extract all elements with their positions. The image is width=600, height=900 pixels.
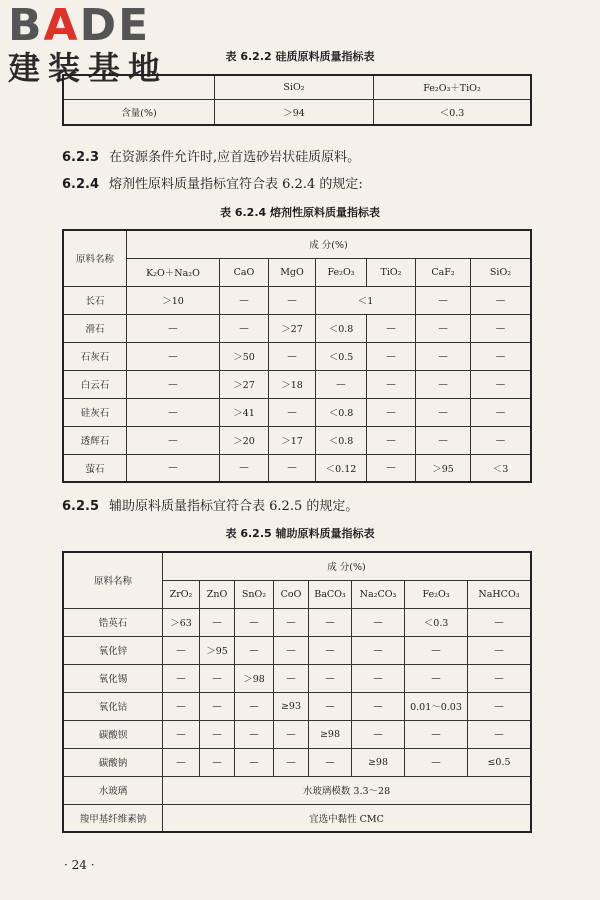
table-625-cell: — bbox=[163, 636, 200, 664]
table-625-cell: ≥93 bbox=[274, 692, 309, 720]
table-624-col-header: SiO₂ bbox=[471, 258, 532, 286]
table-622-cell: ＜0.3 bbox=[374, 99, 532, 125]
table-624-cell: — bbox=[127, 454, 220, 482]
table-622-row-label: 含量(%) bbox=[63, 99, 215, 125]
table-624-cell: — bbox=[127, 398, 220, 426]
table-625-cell: — bbox=[309, 608, 352, 636]
table-624-cell: — bbox=[416, 286, 471, 314]
table-625-cell: — bbox=[200, 692, 235, 720]
paragraph-624: 6.2.4 熔剂性原料质量指标宜符合表 6.2.4 的规定: bbox=[62, 177, 363, 192]
table-row bbox=[63, 398, 531, 426]
table-624-cell: — bbox=[367, 342, 416, 370]
table-622-header-cell: SiO₂ bbox=[215, 75, 374, 99]
table-624-cell: ＜0.12 bbox=[316, 454, 367, 482]
table-625-col-header: ZnO bbox=[200, 580, 235, 608]
logo-subtitle: 建装基地 bbox=[8, 49, 169, 87]
table-622 bbox=[62, 74, 532, 126]
table-625-col-header: NaHCO₃ bbox=[468, 580, 532, 608]
table-row bbox=[63, 720, 531, 748]
table-624-cell: — bbox=[269, 342, 316, 370]
table-625-cell: — bbox=[309, 636, 352, 664]
table-625-row-name: 锆英石 bbox=[63, 608, 163, 636]
table-625-cell: ＞63 bbox=[163, 608, 200, 636]
table-row bbox=[63, 776, 531, 804]
table-row bbox=[63, 636, 531, 664]
table-624-cell: — bbox=[220, 286, 269, 314]
table-625-cell: — bbox=[235, 636, 274, 664]
table-row bbox=[63, 804, 531, 832]
table-625-row-name: 羧甲基纤维素钠 bbox=[63, 804, 163, 832]
table-624-row-name: 萤石 bbox=[63, 454, 127, 482]
table-624-row-name: 石灰石 bbox=[63, 342, 127, 370]
table-624-cell: — bbox=[220, 314, 269, 342]
table-624-row-name: 滑石 bbox=[63, 314, 127, 342]
table-624-cell: — bbox=[127, 342, 220, 370]
table-624-cell: — bbox=[367, 426, 416, 454]
table-625-cell: — bbox=[235, 748, 274, 776]
table-624-caption: 表 6.2.4 熔剂性原料质量指标表 bbox=[220, 206, 380, 219]
table-625-col-header: CoO bbox=[274, 580, 309, 608]
table-624-cell: ＞95 bbox=[416, 454, 471, 482]
table-624-row-name: 硅灰石 bbox=[63, 398, 127, 426]
table-622-header-cell bbox=[63, 75, 215, 99]
table-622-caption: 表 6.2.2 硅质原料质量指标表 bbox=[225, 50, 375, 63]
table-624-cell: — bbox=[471, 370, 532, 398]
table-624-cell: — bbox=[367, 454, 416, 482]
table-624-cell: — bbox=[127, 314, 220, 342]
table-row bbox=[63, 748, 531, 776]
table-625-cell: ≥98 bbox=[309, 720, 352, 748]
table-625-cell: — bbox=[352, 664, 405, 692]
table-625 bbox=[62, 551, 532, 833]
table-625-cell: — bbox=[274, 664, 309, 692]
table-row bbox=[63, 608, 531, 636]
table-625-name-header: 原料名称 bbox=[63, 552, 163, 608]
table-624-cell: ＞27 bbox=[220, 370, 269, 398]
table-625-col-header: Na₂CO₃ bbox=[352, 580, 405, 608]
table-624-col-header: CaO bbox=[220, 258, 269, 286]
table-625-cell: — bbox=[163, 720, 200, 748]
table-624-cell: — bbox=[367, 370, 416, 398]
table-624-cell: ＞41 bbox=[220, 398, 269, 426]
table-625-caption: 表 6.2.5 辅助原料质量指标表 bbox=[225, 527, 375, 540]
table-624-col-header: CaF₂ bbox=[416, 258, 471, 286]
table-625-cell: — bbox=[352, 636, 405, 664]
table-624-cell: — bbox=[416, 426, 471, 454]
table-625-cell: — bbox=[235, 692, 274, 720]
table-625-cell: — bbox=[274, 748, 309, 776]
table-624-col-header: MgO bbox=[269, 258, 316, 286]
table-625-cell: — bbox=[163, 664, 200, 692]
table-625-cell: — bbox=[468, 664, 532, 692]
table-row bbox=[63, 664, 531, 692]
table-625-cell: — bbox=[405, 748, 468, 776]
table-625-row-name: 氧化钴 bbox=[63, 692, 163, 720]
table-625-cell: — bbox=[468, 608, 532, 636]
table-625-row-name: 氧化锌 bbox=[63, 636, 163, 664]
table-624-cell: — bbox=[471, 342, 532, 370]
table-625-cell: ≥98 bbox=[352, 748, 405, 776]
table-625-cell: — bbox=[405, 720, 468, 748]
table-625-cell: — bbox=[405, 636, 468, 664]
table-624-cell: — bbox=[220, 454, 269, 482]
table-625-cell: ≤0.5 bbox=[468, 748, 532, 776]
table-row bbox=[63, 342, 531, 370]
table-row bbox=[63, 692, 531, 720]
table-625-col-header: ZrO₂ bbox=[163, 580, 200, 608]
logo-brand: BADE bbox=[8, 0, 151, 51]
table-624-cell: ＞27 bbox=[269, 314, 316, 342]
table-624-cell: ＞18 bbox=[269, 370, 316, 398]
table-624-cell: — bbox=[416, 370, 471, 398]
table-624-cell: ＞50 bbox=[220, 342, 269, 370]
table-625-cell: — bbox=[274, 636, 309, 664]
table-625-cell: — bbox=[309, 692, 352, 720]
table-624-cell: — bbox=[269, 286, 316, 314]
table-624-cell: — bbox=[367, 398, 416, 426]
table-624-cell: — bbox=[416, 398, 471, 426]
table-624-cell: ＜0.5 bbox=[316, 342, 367, 370]
table-624-row-name: 透辉石 bbox=[63, 426, 127, 454]
table-625-row-name: 氧化锡 bbox=[63, 664, 163, 692]
table-625-cell: — bbox=[274, 720, 309, 748]
table-624-cell: — bbox=[269, 398, 316, 426]
table-625-cell: — bbox=[163, 748, 200, 776]
table-624-cell: ＞20 bbox=[220, 426, 269, 454]
table-625-cell: — bbox=[200, 748, 235, 776]
table-row bbox=[63, 426, 531, 454]
table-624-cell: ＞17 bbox=[269, 426, 316, 454]
table-625-cell: — bbox=[274, 608, 309, 636]
table-625-cell: — bbox=[468, 636, 532, 664]
table-625-cell: — bbox=[235, 720, 274, 748]
table-625-cell: — bbox=[200, 608, 235, 636]
table-624-cell: ＜0.8 bbox=[316, 314, 367, 342]
table-625-cell: — bbox=[468, 720, 532, 748]
table-625-merged-cell: 水玻璃模数 3.3～28 bbox=[163, 776, 532, 804]
table-624-cell: — bbox=[127, 426, 220, 454]
table-row bbox=[63, 370, 531, 398]
table-625-row-name: 碳酸钠 bbox=[63, 748, 163, 776]
table-625-cell: ＞95 bbox=[200, 636, 235, 664]
table-624-cell: — bbox=[269, 454, 316, 482]
table-624-col-header: Fe₂O₃ bbox=[316, 258, 367, 286]
table-625-cell: — bbox=[309, 664, 352, 692]
page-number: · 24 · bbox=[64, 858, 95, 872]
table-625-cell: — bbox=[468, 692, 532, 720]
table-row bbox=[63, 286, 531, 314]
table-625-cell: — bbox=[235, 608, 274, 636]
table-625-cell: — bbox=[352, 720, 405, 748]
table-row bbox=[63, 454, 531, 482]
table-625-cell: 0.01～0.03 bbox=[405, 692, 468, 720]
table-624 bbox=[62, 229, 532, 483]
table-625-cell: — bbox=[163, 692, 200, 720]
table-624-cell: — bbox=[416, 342, 471, 370]
table-624-cell: ＞10 bbox=[127, 286, 220, 314]
table-624-col-header: TiO₂ bbox=[367, 258, 416, 286]
table-625-group-header: 成 分(%) bbox=[163, 552, 532, 580]
table-624-cell: — bbox=[416, 314, 471, 342]
table-624-name-header: 原料名称 bbox=[63, 230, 127, 286]
table-622-header-cell: Fe₂O₃＋TiO₂ bbox=[374, 75, 532, 99]
paragraph-623: 6.2.3 在资源条件允许时,应首选砂岩状硅质原料。 bbox=[62, 150, 361, 165]
table-625-cell: — bbox=[405, 664, 468, 692]
table-624-group-header: 成 分(%) bbox=[127, 230, 532, 258]
table-624-cell: ＜0.8 bbox=[316, 426, 367, 454]
table-622-cell: ＞94 bbox=[215, 99, 374, 125]
table-row bbox=[63, 314, 531, 342]
table-624-cell: — bbox=[127, 370, 220, 398]
table-625-col-header: SnO₂ bbox=[235, 580, 274, 608]
table-625-merged-cell: 宜选中黏性 CMC bbox=[163, 804, 532, 832]
table-625-cell: — bbox=[309, 748, 352, 776]
table-625-cell: ＞98 bbox=[235, 664, 274, 692]
table-624-cell: — bbox=[471, 314, 532, 342]
table-625-cell: — bbox=[200, 664, 235, 692]
table-624-cell: — bbox=[367, 314, 416, 342]
table-624-col-header: K₂O＋Na₂O bbox=[127, 258, 220, 286]
table-625-col-header: BaCO₃ bbox=[309, 580, 352, 608]
table-624-cell: ＜0.8 bbox=[316, 398, 367, 426]
table-625-cell: ＜0.3 bbox=[405, 608, 468, 636]
table-624-row-name: 白云石 bbox=[63, 370, 127, 398]
table-624-cell: ＜3 bbox=[471, 454, 532, 482]
table-624-row-name: 长石 bbox=[63, 286, 127, 314]
table-624-cell: ＜1 bbox=[316, 286, 416, 314]
table-625-row-name: 水玻璃 bbox=[63, 776, 163, 804]
table-624-cell: — bbox=[471, 426, 532, 454]
table-625-col-header: Fe₂O₃ bbox=[405, 580, 468, 608]
table-624-cell: — bbox=[316, 370, 367, 398]
table-624-cell: — bbox=[471, 286, 532, 314]
table-625-cell: — bbox=[352, 692, 405, 720]
table-624-cell: — bbox=[471, 398, 532, 426]
table-625-cell: — bbox=[200, 720, 235, 748]
table-625-cell: — bbox=[352, 608, 405, 636]
paragraph-625: 6.2.5 辅助原料质量指标宜符合表 6.2.5 的规定。 bbox=[62, 499, 359, 514]
table-625-row-name: 碳酸钡 bbox=[63, 720, 163, 748]
